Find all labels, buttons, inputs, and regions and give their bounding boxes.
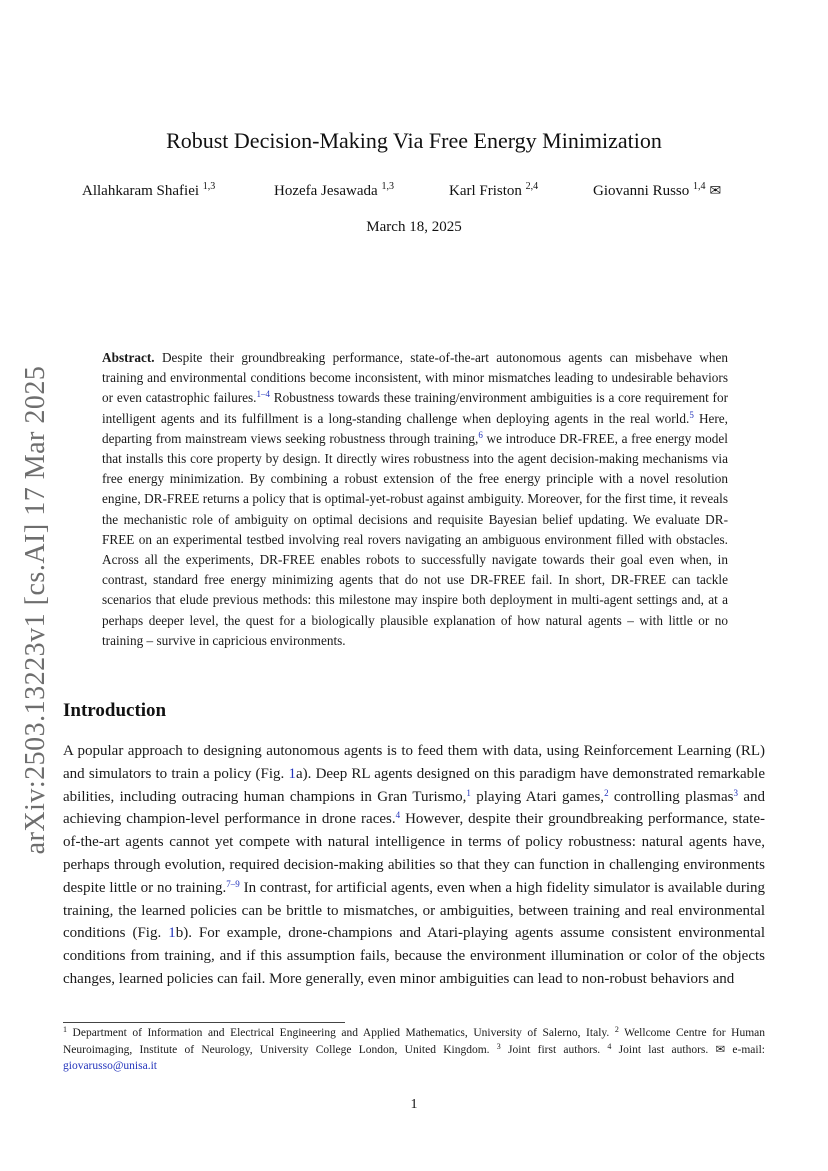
author-name: Allahkaram Shafiei — [82, 183, 200, 199]
abstract-label: Abstract. — [102, 350, 155, 365]
citation-link[interactable]: 2 — [604, 787, 609, 798]
footnote-marker: 2 — [614, 1025, 619, 1034]
affiliation-text: Joint last authors. — [611, 1043, 716, 1056]
author-affiliation: 1,4 — [693, 181, 706, 192]
body-text: controlling plasmas — [608, 788, 734, 805]
affiliation-text: Department of Information and Electrical Engineering and Applied Mathematics, University of Salerno, Italy. — [67, 1027, 615, 1039]
body-text: b). For example, drone-champions and Atari-playing agents assume consistent environmental conditions from training, and if this assumption fails, because the environment illumination or color of the objects changes, learned policies can fail. More generally, even minor ambiguities can lead to non-robust behaviors and — [63, 925, 765, 987]
envelope-icon: ✉ — [715, 1043, 726, 1056]
citation-link[interactable]: 7–9 — [226, 878, 240, 889]
figure-link[interactable]: 1 — [288, 765, 296, 782]
footnote-rule — [63, 1022, 345, 1023]
body-text: In contrast, for artificial agents, even when a high fidelity simulator is available during training, the learned policies can be brittle to mismatches, or ambiguities, between training and real environmental conditions (Fig. — [63, 879, 765, 942]
citation-link[interactable]: 6 — [478, 429, 483, 440]
body-text: and achieving champion-level performance in drone races. — [63, 788, 765, 828]
citation-link[interactable]: 4 — [395, 810, 401, 821]
body-text: A popular approach to designing autonomous agents is to feed them with data, using Reinforcement Learning (RL) and simulators to train a policy (Fig. — [63, 743, 765, 782]
email-link[interactable]: giovarusso@unisa.it — [63, 1060, 157, 1072]
author-name: Hozefa Jesawada — [274, 183, 378, 199]
abstract-text: Robustness towards these training/environment ambiguities is a core requirement for intelligent agents and its fulfillment is a long-standing challenge when deploying agents in the real world. — [102, 390, 728, 426]
author-affiliation: 2,4 — [525, 181, 539, 192]
arxiv-identifier: arXiv:2503.13223v1 [cs.AI] 17 Mar 2025 — [20, 365, 51, 855]
body-text: playing Atari games, — [470, 788, 605, 805]
citation-link[interactable]: 1 — [466, 787, 471, 798]
footnote-marker: 1 — [63, 1025, 67, 1034]
section-heading: Introduction — [63, 700, 167, 721]
abstract — [102, 348, 728, 651]
body-text: However, despite their groundbreaking performance, state-of-the-art agents cannot yet compete with natural intelligence in terms of policy robustness: natural agents have, perhaps through evolution, required decision-making abilities so that they can function in challenging environments despite little or no training. — [63, 811, 766, 896]
abstract-text: we introduce DR-FREE, a free energy model that installs this core property by design. It directly wires robustness into the agent decision-making mechanisms via free energy minimization. By combining a robust extension of the free energy principle with a novel resolution engine, DR-FREE returns a policy that is optimal-yet-robust against ambiguity. Moreover, for the first time, it reveals the mechanistic role of ambiguity on optimal decisions and requisite Bayesian belief updating. We evaluate DR-FREE on an experimental testbed involving real rovers navigating an ambiguous environment filled with obstacles. Across all the experiments, DR-FREE enables robots to successfully navigate towards their goal even when, in contrast, standard free energy minimizing agents that do not use DR-FREE fail. In short, DR-FREE can tackle scenarios that elude previous methods: this milestone may inspire both deployment in multi-agent settings and, at a perhaps deeper level, the quest for a biologically plausible explanation of how natural agents – with little or no training – survive in capricious environments. — [102, 430, 728, 648]
author-1 — [82, 181, 215, 200]
page-number: 1 — [410, 1097, 418, 1112]
email-label: e-mail: — [725, 1043, 765, 1056]
abstract-text: Despite their groundbreaking performance, state-of-the-art autonomous agents can misbehave when training and environmental conditions become inconsistent, with minor mismatches leading to undesirable behaviors or even catastrophic failures. — [102, 350, 728, 406]
publication-date: March 18, 2025 — [366, 219, 462, 235]
author-name: Karl Friston — [449, 183, 522, 199]
paper-title: Robust Decision-Making Via Free Energy Minimization — [166, 128, 662, 153]
affiliation-text: Joint first authors. — [500, 1043, 608, 1056]
citation-link[interactable]: 5 — [689, 409, 694, 420]
footnote — [63, 1025, 765, 1075]
abstract-text: Here, departing from mainstream views seeking robustness through training, — [102, 410, 728, 446]
author-4 — [593, 181, 721, 200]
citation-link[interactable]: 1–4 — [256, 389, 270, 400]
author-2 — [274, 181, 394, 200]
envelope-icon: ✉ — [709, 184, 722, 199]
arxiv-stamp — [16, 365, 56, 855]
body-text: a). Deep RL agents designed on this paradigm have demonstrated remarkable abilities, including outracing human champions in Gran Turismo, — [63, 765, 765, 805]
citation-link[interactable]: 3 — [733, 787, 738, 798]
affiliation-text: Wellcome Centre for Human Neuroimaging, Institute of Neurology, University College London, United Kingdom. — [63, 1027, 766, 1056]
author-affiliation: 1,3 — [202, 181, 216, 192]
introduction-body — [63, 740, 765, 991]
author-name: Giovanni Russo — [593, 183, 690, 199]
author-affiliation: 1,3 — [381, 181, 394, 192]
figure-link[interactable]: 1 — [168, 925, 176, 942]
footnote-marker: 3 — [496, 1041, 501, 1051]
author-3 — [449, 181, 538, 200]
footnote-marker: 4 — [607, 1041, 612, 1051]
